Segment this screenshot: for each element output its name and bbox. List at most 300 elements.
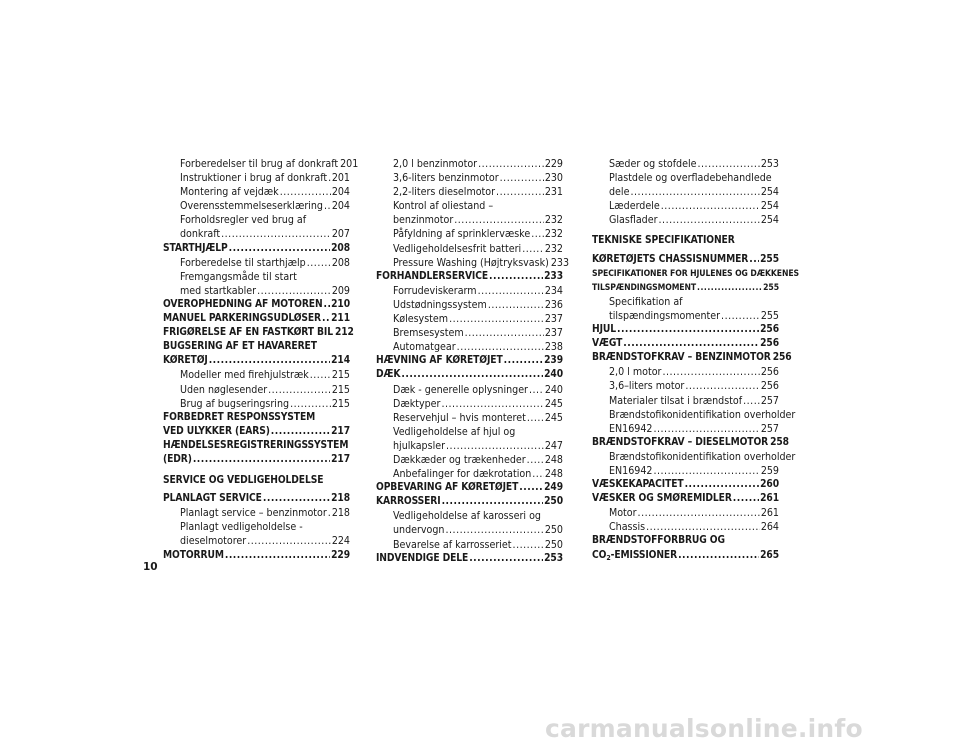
toc-entry-label (393, 397, 440, 411)
toc-entry-text: (EDR) (163, 453, 192, 465)
toc-entry (592, 337, 779, 351)
toc-entry-line (609, 520, 779, 534)
toc-entry-line (592, 337, 779, 351)
toc-entry-text: Overensstemmelseserklæring (180, 200, 323, 213)
toc-column-1 (163, 157, 359, 563)
toc-entry-label (393, 171, 499, 185)
toc-page-number: 259 (760, 464, 779, 477)
toc-entry-text: 2,0 l motor (609, 366, 662, 379)
toc-page-number: 233 (550, 256, 570, 269)
leader-dots (532, 467, 544, 481)
toc-entry-text: 2,2-liters dieselmotor (393, 186, 496, 199)
toc-page-number: 256 (772, 352, 792, 364)
toc-page-number: 255 (763, 282, 779, 293)
toc-entry-line (163, 326, 354, 340)
toc-entry-text: Dæk - generelle oplysninger (393, 383, 528, 396)
toc-entry-text: MANUEL PARKERINGSUDLØSER (163, 313, 322, 325)
toc-entry-text: Forberedelser til brug af donkraft (180, 158, 339, 170)
toc-entry-label (609, 309, 720, 323)
toc-entry (163, 157, 359, 171)
toc-entry-line (609, 309, 779, 323)
toc-entry-text: undervogn (393, 524, 445, 537)
toc-entry-text: Sæder og stofdele (609, 158, 697, 170)
leader-dots (324, 298, 331, 312)
toc-entry-line (592, 492, 779, 506)
toc-entry-line (376, 368, 563, 382)
toc-entry-text: OPBEVARING AF KØRETØJET (376, 482, 519, 494)
toc-entry-label (163, 326, 333, 340)
toc-entry (163, 549, 350, 563)
toc-entry (376, 284, 563, 298)
toc-entry-label (180, 506, 327, 520)
toc-column-2 (376, 157, 570, 566)
toc-page-number: 250 (544, 538, 563, 551)
toc-entry-text: donkraft (180, 228, 221, 241)
toc-entry (376, 312, 563, 326)
toc-entry-label: Vedligeholdelse af karosseri og (393, 510, 541, 523)
leader-dots (743, 394, 760, 408)
toc-entry-text: FRIGØRELSE AF EN FASTKØRT BIL (163, 327, 333, 339)
toc-entry (163, 171, 350, 185)
leader-dots (527, 453, 544, 467)
leader-dots (519, 481, 543, 495)
leader-dots (489, 270, 543, 284)
toc-entry-text: Glasflader (609, 214, 658, 227)
toc-entry-text: INDVENDIGE DELE (376, 552, 469, 564)
toc-entry-text: EN16942 (609, 464, 653, 477)
leader-dots (478, 284, 544, 298)
toc-entry-text: KARROSSERI (376, 496, 441, 508)
leader-dots (328, 171, 331, 185)
toc-entry (592, 436, 789, 450)
toc-page-number: 233 (544, 270, 563, 282)
toc-entry (376, 157, 563, 171)
toc-entry (592, 199, 779, 213)
toc-entry-line (592, 549, 779, 565)
toc-page-number: 256 (760, 380, 779, 393)
toc-entry (592, 365, 779, 379)
toc-entry-line (163, 425, 350, 439)
toc-entry (376, 185, 563, 199)
toc-page-number: 256 (760, 366, 779, 379)
toc-entry-line (393, 326, 563, 340)
toc-entry-line (180, 256, 350, 270)
toc-entry-label (163, 453, 192, 467)
toc-entry-line (376, 552, 563, 566)
leader-dots (659, 213, 760, 227)
toc-entry-label: BUGSERING AF ET HAVARERET (163, 341, 317, 353)
toc-entry-label (592, 337, 622, 351)
toc-entry-text: Chassis (609, 521, 646, 534)
toc-entry (376, 242, 563, 256)
toc-entry-label (609, 213, 658, 227)
toc-page-number: 255 (760, 253, 779, 265)
toc-entry-label (393, 298, 487, 312)
toc-entry (376, 171, 563, 185)
toc-entry (592, 450, 796, 478)
toc-entry (376, 425, 563, 453)
toc-entry-label (393, 411, 526, 425)
toc-entry-line (609, 157, 779, 171)
toc-entry-line (180, 185, 350, 199)
toc-page-number: 217 (331, 453, 350, 465)
toc-entry-label (592, 253, 748, 267)
toc-entry-label (163, 549, 224, 563)
leader-dots (478, 157, 544, 171)
toc-entry (376, 509, 563, 537)
leader-dots (685, 379, 759, 393)
toc-page-number: 238 (544, 341, 563, 354)
toc-entry (163, 270, 350, 298)
toc-entry-label (609, 157, 697, 171)
section-title-text: SERVICE OG VEDLIGEHOLDELSE (163, 475, 324, 487)
leader-dots (638, 506, 760, 520)
toc-entry-label (592, 281, 696, 295)
section-title (163, 474, 350, 488)
toc-entry-text: 3,6–liters motor (609, 380, 685, 393)
leader-dots (653, 464, 759, 478)
toc-entry-line (393, 284, 563, 298)
toc-entry-line (163, 312, 350, 326)
toc-entry (163, 312, 350, 326)
toc-entry (376, 397, 563, 411)
section-title (592, 234, 779, 248)
toc-entry-text: 2,0 l benzinmotor (393, 158, 478, 170)
toc-entry-label (163, 242, 228, 256)
toc-entry-label (180, 227, 220, 241)
toc-entry-line (393, 171, 563, 185)
toc-entry (592, 394, 779, 408)
toc-entry (376, 340, 563, 354)
toc-entry-text: Instruktioner i brug af donkraft (180, 172, 328, 185)
toc-entry-label (163, 492, 262, 506)
leader-dots (623, 337, 759, 351)
toc-entry-label (393, 312, 448, 326)
toc-entry-line (376, 481, 563, 495)
toc-entry-line (609, 464, 779, 478)
leader-dots (324, 199, 331, 213)
leader-dots (465, 326, 544, 340)
toc-page-number: 257 (760, 394, 779, 407)
toc-entry-text: Dækkæder og trækenheder (393, 453, 526, 466)
toc-entry-line (609, 199, 779, 213)
toc-entry-text: CO (592, 549, 607, 561)
toc-entry-label (609, 394, 742, 408)
toc-entry (592, 267, 799, 295)
toc-entry-label (609, 365, 661, 379)
toc-page-number: 232 (544, 242, 563, 255)
toc-page-number: 230 (544, 172, 563, 185)
toc-entry-line (180, 284, 350, 298)
toc-entry-text-tail: -EMISSIONER (610, 549, 678, 561)
toc-entry-text: 3,6-liters benzinmotor (393, 172, 499, 185)
toc-entry-label: Vedligeholdelse af hjul og (393, 425, 516, 438)
watermark-text: carmanualsonline.info (545, 714, 863, 743)
toc-entry-text: BRÆNDSTOFKRAV – DIESELMOTOR (592, 436, 769, 448)
leader-dots (698, 157, 760, 171)
toc-entry-text: HÆVNING AF KØRETØJET (376, 355, 503, 367)
leader-dots (193, 453, 330, 467)
toc-entry (592, 379, 779, 393)
toc-entry (592, 253, 779, 267)
toc-entry-line (376, 354, 563, 368)
toc-entry-line (609, 213, 779, 227)
toc-page-number: 250 (544, 524, 563, 537)
leader-dots (630, 185, 759, 199)
toc-entry-text: Dæktyper (393, 397, 441, 410)
leader-dots (733, 492, 759, 506)
leader-dots (653, 422, 759, 436)
toc-entry-label: HÆNDELSESREGISTRERINGSSYSTEM (163, 439, 349, 451)
toc-page-number: 232 (544, 228, 563, 241)
toc-entry (376, 368, 563, 382)
toc-entry-line (180, 534, 350, 548)
toc-entry-line (180, 383, 350, 397)
toc-entry-label (180, 185, 279, 199)
toc-page-number: 201 (331, 172, 350, 185)
toc-entry-label (393, 538, 512, 552)
toc-entry-label (376, 368, 400, 382)
toc-page-number: 239 (544, 355, 563, 367)
toc-page-number: 236 (544, 298, 563, 311)
toc-entry-text: med startkabler (180, 284, 257, 297)
toc-entry (163, 397, 350, 411)
toc-entry-line (393, 467, 563, 481)
toc-entry-line (180, 368, 350, 382)
toc-page-number: 250 (544, 496, 563, 508)
leader-dots (721, 309, 760, 323)
toc-page-number: 264 (760, 521, 779, 534)
toc-entry (163, 506, 350, 520)
leader-dots (685, 478, 760, 492)
toc-entry-line (376, 270, 563, 284)
leader-dots (280, 185, 331, 199)
toc-entry (592, 506, 779, 520)
toc-page-number: 207 (331, 228, 350, 241)
toc-entry-line (393, 538, 563, 552)
toc-entry-text: Vedligeholdelsesfrit batteri (393, 242, 522, 255)
toc-entry (376, 227, 563, 241)
toc-entry (592, 478, 779, 492)
toc-entry-text: DÆK (376, 369, 401, 381)
toc-entry-label (163, 425, 270, 439)
toc-entry-label (592, 492, 732, 506)
toc-entry-line (180, 397, 350, 411)
toc-entry-text: OVEROPHEDNING AF MOTOREN (163, 298, 323, 310)
toc-entry (163, 213, 350, 241)
toc-entry-line (393, 213, 563, 227)
toc-entry-text: VÆGT (592, 338, 623, 350)
toc-entry-line (163, 298, 350, 312)
toc-entry-label: Plastdele og overfladebehandlede (609, 172, 772, 185)
toc-entry (163, 185, 350, 199)
toc-page-number: 215 (331, 397, 350, 410)
leader-dots (529, 383, 544, 397)
leader-dots (617, 323, 759, 337)
toc-column-3 (592, 157, 799, 565)
toc-entry-label (393, 383, 528, 397)
toc-entry-line (592, 281, 779, 295)
toc-entry-label (609, 506, 637, 520)
toc-entry-label (609, 464, 652, 478)
toc-entry (163, 199, 350, 213)
toc-entry-label (609, 185, 629, 199)
toc-entry-label: Brændstofikonidentifikation overholder (609, 450, 796, 463)
toc-entry-text: Pressure Washing (Højtryksvask) (393, 256, 549, 269)
toc-entry-line (393, 411, 563, 425)
leader-dots (225, 549, 330, 563)
toc-entry-text: TILSPÆNDINGSMOMENT (592, 282, 697, 293)
toc-entry-text: Brug af bugseringsring (180, 397, 290, 410)
toc-entry-text: Uden nøglesender (180, 383, 268, 396)
toc-entry-line (393, 383, 563, 397)
toc-entry-label (609, 379, 684, 393)
toc-entry (376, 495, 563, 509)
toc-entry-label (393, 340, 456, 354)
toc-page-number: 212 (334, 327, 354, 339)
toc-entry-label (393, 453, 526, 467)
toc-entry (592, 520, 779, 534)
toc-entry-text: Påfyldning af sprinklervæske (393, 228, 531, 241)
toc-entry-text: PLANLAGT SERVICE (163, 493, 262, 505)
leader-dots (488, 298, 544, 312)
toc-entry-text: FORHANDLERSERVICE (376, 270, 489, 282)
toc-entry (163, 368, 350, 382)
leader-dots (527, 411, 544, 425)
toc-page-number: 215 (331, 369, 350, 382)
toc-page-number: 249 (544, 482, 563, 494)
toc-page-number: 229 (544, 158, 563, 170)
toc-entry-line (180, 171, 350, 185)
leader-dots (446, 439, 544, 453)
toc-entry-label (180, 534, 246, 548)
toc-entry-label (592, 436, 768, 450)
toc-entry-label (163, 354, 208, 368)
toc-entry-text: VED ULYKKER (EARS) (163, 425, 270, 437)
toc-entry-label (393, 185, 495, 199)
toc-entry-line (393, 256, 570, 270)
toc-entry (163, 340, 350, 368)
toc-entry (592, 408, 796, 436)
toc-page-number: 201 (340, 158, 359, 170)
toc-page-number: 254 (760, 186, 779, 199)
leader-dots (229, 242, 331, 256)
toc-entry-label (592, 478, 684, 492)
toc-entry-line (393, 185, 563, 199)
toc-entry-line (163, 453, 350, 467)
toc-entry (376, 453, 563, 467)
toc-entry-text: Udstødningssystem (393, 298, 487, 311)
section-title-text: TEKNISKE SPECIFIKATIONER (592, 235, 735, 247)
leader-dots (697, 281, 762, 295)
toc-entry-line (393, 227, 563, 241)
leader-dots (500, 171, 544, 185)
toc-page-number: 247 (544, 439, 563, 452)
toc-entry (376, 256, 570, 270)
toc-entry-label (393, 256, 549, 270)
toc-page-number: 232 (544, 214, 563, 227)
toc-page-number: 215 (331, 383, 350, 396)
toc-entry-line (163, 354, 350, 368)
toc-entry-text: Montering af vejdæk (180, 186, 279, 199)
leader-dots (442, 495, 544, 509)
toc-entry-label (592, 549, 677, 565)
toc-entry-line (393, 298, 563, 312)
toc-entry (376, 326, 563, 340)
toc-page-number: 245 (544, 411, 563, 424)
toc-entry-label (180, 199, 323, 213)
leader-dots (401, 368, 543, 382)
toc-entry-label (393, 284, 477, 298)
toc-entry-line (393, 242, 563, 256)
toc-entry-label (393, 227, 530, 241)
leader-dots (496, 185, 544, 199)
leader-dots (522, 242, 544, 256)
toc-entry (592, 213, 779, 227)
toc-entry (592, 171, 779, 199)
leader-dots (247, 534, 331, 548)
toc-page-number: 237 (544, 313, 563, 326)
toc-entry-line (163, 549, 350, 563)
toc-entry-line (163, 242, 350, 256)
toc-entry-label (180, 157, 338, 171)
toc-entry-text: Læderdele (609, 200, 660, 213)
toc-entry (592, 534, 779, 564)
toc-entry-text: Reservehjul – hvis monteret (393, 411, 526, 424)
toc-entry-line (609, 379, 779, 393)
toc-entry-label (393, 157, 477, 171)
toc-page-number: 253 (544, 552, 563, 564)
toc-entry-line (376, 495, 563, 509)
leader-dots (328, 506, 331, 520)
toc-entry (592, 492, 779, 506)
leader-dots (749, 253, 759, 267)
toc-page-number: 248 (544, 468, 563, 481)
toc-entry (163, 411, 350, 439)
toc-page-number: 237 (544, 327, 563, 340)
toc-page-number: 240 (544, 369, 563, 381)
toc-entry-text: tilspændingsmomenter (609, 309, 721, 322)
toc-page-number: 214 (331, 355, 350, 367)
toc-entry-label (609, 199, 660, 213)
toc-entry-text: Bevarelse af karrosseriet (393, 538, 512, 551)
leader-dots (441, 397, 543, 411)
page-number: 10 (143, 561, 158, 573)
toc-page-number: 208 (331, 256, 350, 269)
leader-dots (531, 227, 544, 241)
toc-page-number: 257 (760, 422, 779, 435)
leader-dots (662, 365, 759, 379)
toc-entry-label (393, 242, 521, 256)
toc-entry-label: Kontrol af oliestand – (393, 200, 494, 213)
toc-page-number: 211 (331, 313, 350, 325)
toc-entry-label: FORBEDRET RESPONSSYSTEM (163, 411, 316, 423)
toc-entry-text: benzinmotor (393, 214, 454, 227)
leader-dots (322, 312, 330, 326)
toc-entry-label: Planlagt vedligeholdelse - (180, 521, 303, 534)
toc-entry-text: Kølesystem (393, 313, 449, 326)
toc-entry-label (180, 171, 327, 185)
toc-entry (163, 256, 350, 270)
leader-dots (271, 425, 330, 439)
toc-entry-text: Anbefalinger for dækrotation (393, 468, 532, 481)
toc-entry-text: KØRETØJETS CHASSISNUMMER (592, 253, 749, 265)
leader-dots (257, 284, 331, 298)
leader-dots (209, 354, 330, 368)
leader-dots (290, 397, 331, 411)
toc-entry-subscript: 2 (606, 553, 611, 562)
toc-entry-line (393, 453, 563, 467)
